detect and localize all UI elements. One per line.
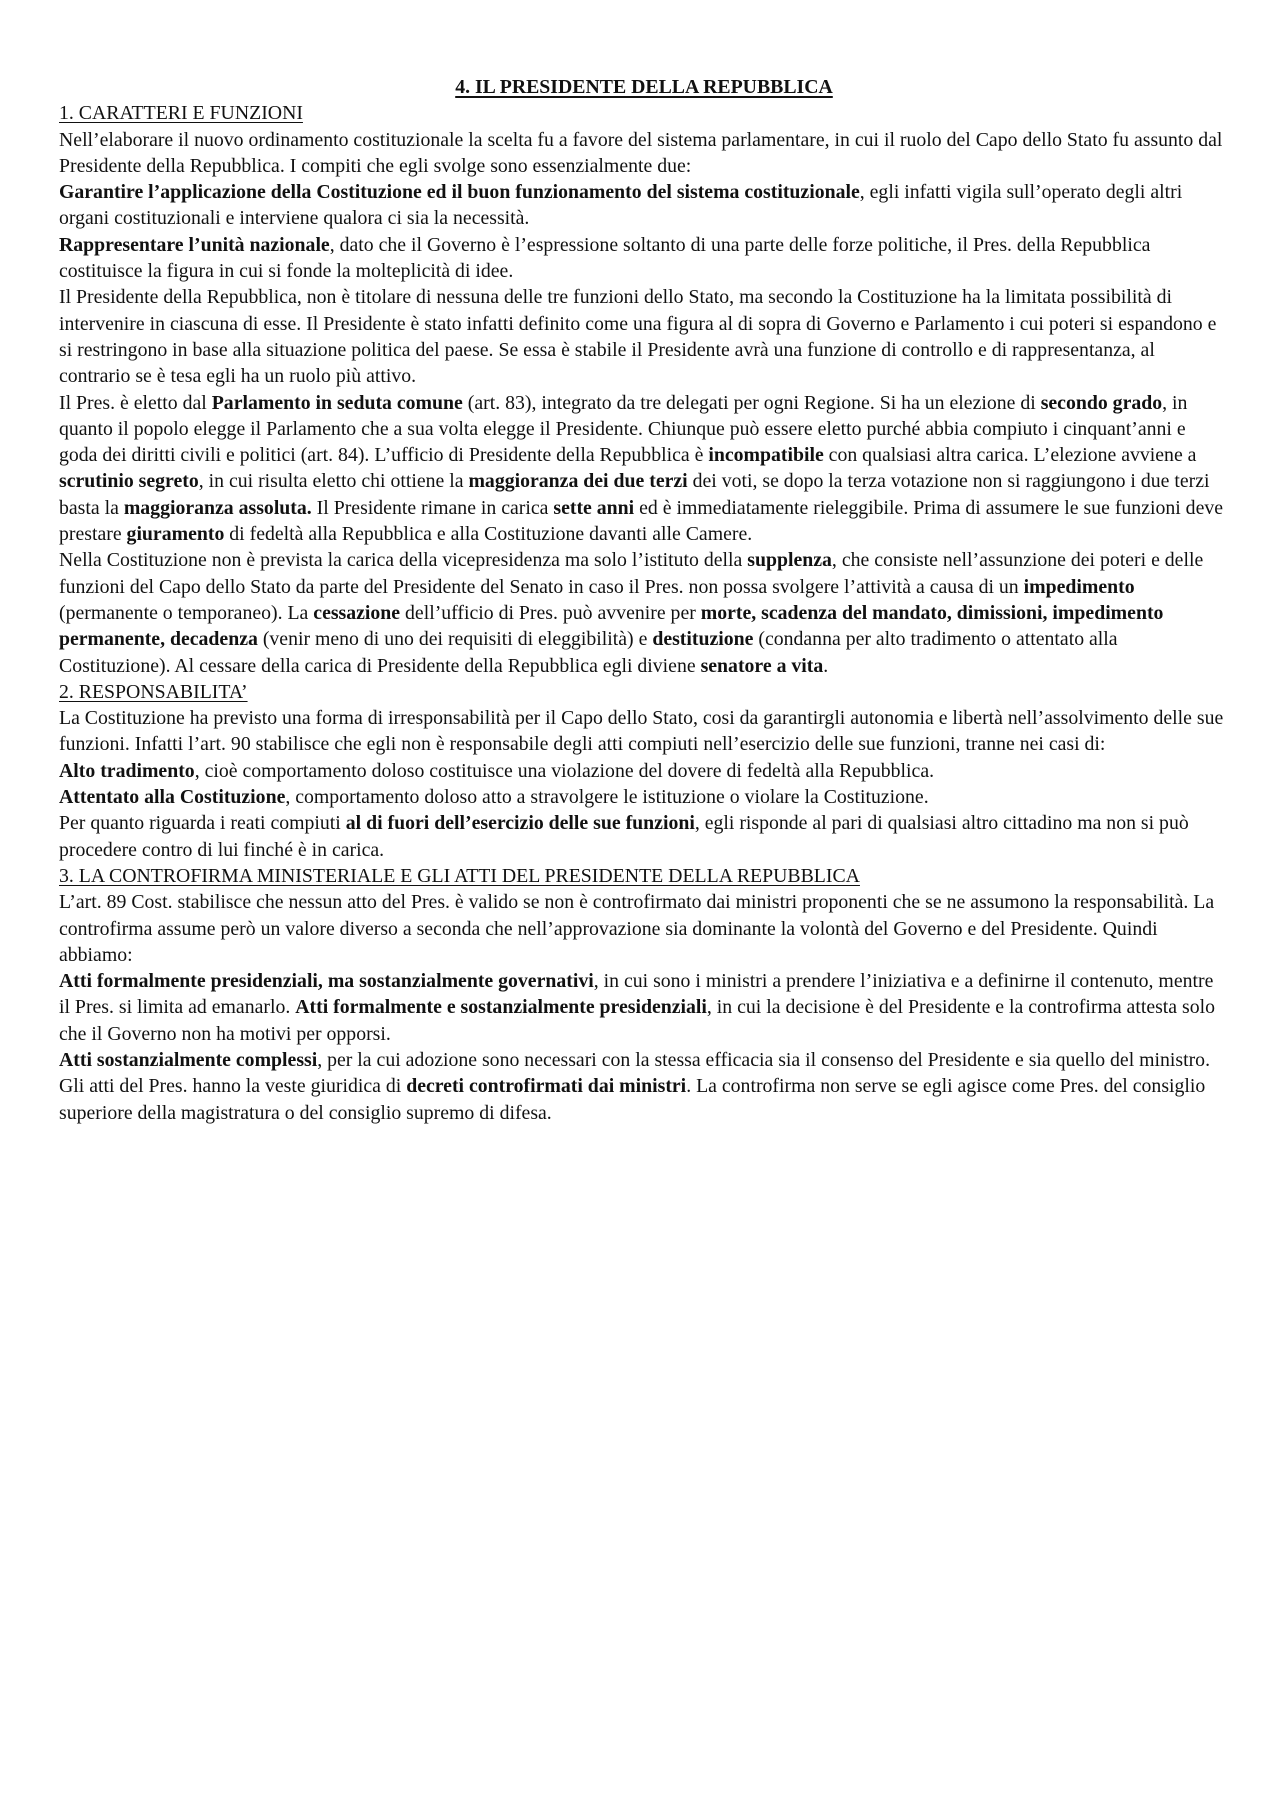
bold-text-run: giuramento — [126, 523, 225, 546]
text-run: La Costituzione ha previsto una forma di irresponsabilità per il Capo dello Stato, cosi da garantirgli autonomia e libertà nell’assolvimento delle sue funzioni. Infatti l’art. 90 stabilisce che egli non è responsabile degli atti compiuti nell’esercizio delle sue funzioni, tranne nei casi di: — [59, 707, 1224, 756]
bold-text-run: supplenza — [747, 549, 832, 572]
text-run: , in quanto il popolo elegge il Parlamento che a sua volta elegge il Presidente. Chiunque può essere eletto purché abbia compiuto i cinquant’anni e goda dei diritti civili e politici (art. 84). L’ufficio di Presidente della Repubblica è — [59, 391, 1188, 467]
bold-text-run: maggioranza dei due terzi — [468, 470, 688, 493]
text-run: , dato che il Governo è l’espressione soltanto di una parte delle forze politiche, il Pres. della Repubblica costituisce la figura in cui si fonde la molteplicità di idee. — [59, 233, 1151, 283]
bold-text-run: decreti controfirmati dai ministri — [406, 1075, 687, 1098]
section — [59, 863, 1229, 1126]
document-title-text: 4. IL PRESIDENTE DELLA REPUBBLICA — [455, 76, 833, 98]
text-run: Il Presidente rimane in carica — [311, 496, 554, 519]
paragraph — [59, 547, 1229, 678]
bold-text-run: destituzione — [652, 628, 754, 651]
text-run: L’art. 89 Cost. stabilisce che nessun atto del Pres. è valido se non è controfirmato dai ministri proponenti che se ne assumono la responsabilità. La controfirma assume però un valore diverso a seconda che nell’approvazione sia dominante la volontà del Governo e del Presidente. Quindi abbiamo: — [59, 891, 1215, 966]
text-run: dei voti, se dopo la terza votazione non si raggiungono i due terzi basta la — [59, 470, 1210, 519]
paragraph — [59, 968, 1229, 1047]
paragraph — [59, 390, 1229, 548]
text-run: . La controfirma non serve se egli agisce come Pres. del consiglio superiore della magistratura o del consiglio supremo di difesa. — [59, 1075, 1206, 1124]
section-heading — [59, 863, 1229, 889]
bold-text-run: Rappresentare l’unità nazionale — [59, 233, 330, 256]
paragraph — [59, 127, 1229, 180]
bold-text-run: Alto tradimento — [59, 759, 195, 782]
bold-text-run: incompatibile — [708, 444, 824, 467]
text-run: Nell’elaborare il nuovo ordinamento costituzionale la scelta fu a favore del sistema parlamentare, in cui il ruolo del Capo dello Stato fu assunto dal Presidente della Repubblica. I compiti che egli svolge sono essenzialmente due: — [59, 128, 1223, 177]
section-heading — [59, 679, 1229, 705]
text-run: dell’ufficio di Pres. può avvenire per — [400, 601, 701, 624]
section-heading-text: 1. CARATTERI E FUNZIONI — [59, 102, 303, 125]
text-run: Nella Costituzione non è prevista la carica della vicepresidenza ma solo l’istituto della — [59, 549, 748, 572]
text-run: , egli risponde al pari di qualsiasi altro cittadino ma non si può procedere contro di lui finché è in carica. — [59, 812, 1189, 861]
text-run: , egli infatti vigila sull’operato degli altri organi costituzionali e interviene qualora ci sia la necessità. — [59, 181, 1183, 230]
text-run: . — [823, 654, 829, 677]
bold-text-run: cessazione — [313, 601, 401, 624]
section — [59, 679, 1229, 863]
text-run: , che consiste nell’assunzione dei poteri e delle funzioni del Capo dello Stato da parte del Presidente del Senato in caso il Pres. non possa svolgere l’attività a causa di un — [59, 549, 1204, 598]
paragraph — [59, 284, 1229, 389]
bold-text-run: impedimento — [1023, 575, 1135, 598]
text-run: , in cui sono i ministri a prendere l’iniziativa e a definirne il contenuto, mentre il Pres. si limita ad emanarlo. — [59, 970, 1214, 1019]
section — [59, 100, 1229, 679]
text-run: Per quanto riguarda i reati compiuti — [59, 812, 346, 835]
bold-text-run: senatore a vita — [700, 654, 824, 677]
text-run: , cioè comportamento doloso costituisce una violazione del dovere di fedeltà alla Repubblica. — [194, 759, 935, 782]
text-run: Il Pres. è eletto dal — [59, 391, 212, 414]
text-run: (permanente o temporaneo). La — [59, 601, 314, 624]
bold-text-run: sette anni — [553, 496, 635, 519]
text-run: , per la cui adozione sono necessari con la stessa efficacia sia il consenso del Presidente e sia quello del ministro. Gli atti del Pres. hanno la veste giuridica di — [59, 1048, 1211, 1098]
paragraph — [59, 179, 1229, 232]
document-body — [59, 100, 1229, 1126]
section-heading-text: 2. RESPONSABILITA’ — [59, 680, 248, 703]
bold-text-run: secondo grado — [1040, 391, 1163, 414]
paragraph — [59, 758, 1229, 784]
text-run: con qualsiasi altra carica. L’elezione avviene a — [823, 444, 1197, 467]
bold-text-run: maggioranza assoluta. — [123, 496, 312, 519]
bold-text-run: Parlamento in seduta comune — [211, 391, 463, 414]
text-run: (art. 83), integrato da tre delegati per ogni Regione. Si ha un elezione di — [462, 391, 1041, 414]
bold-text-run: Attentato alla Costituzione — [59, 786, 286, 809]
bold-text-run: scrutinio segreto — [59, 470, 199, 493]
paragraph — [59, 705, 1229, 758]
text-run: (condanna per alto tradimento o attentato alla Costituzione). Al cessare della carica di Presidente della Repubblica egli diviene — [59, 628, 1118, 677]
paragraph — [59, 1047, 1229, 1126]
text-run: Il Presidente della Repubblica, non è titolare di nessuna delle tre funzioni dello Stato, ma secondo la Costituzione ha la limitata possibilità di intervenire in ciascuna di esse. Il Presidente è stato infatti definito come una figura al di sopra di Governo e Parlamento i cui poteri si espandono e si restringono in base alla situazione politica del paese. Se essa è stabile il Presidente avrà una funzione di controllo e di rappresentanza, al contrario se è tesa egli ha un ruolo più attivo. — [59, 286, 1217, 388]
bold-text-run: Atti sostanzialmente complessi — [59, 1048, 318, 1071]
text-run: ed è immediatamente rieleggibile. Prima di assumere le sue funzioni deve prestare — [59, 496, 1224, 546]
bold-text-run: Atti formalmente e sostanzialmente presidenziali — [295, 996, 707, 1019]
paragraph — [59, 232, 1229, 285]
text-run: , comportamento doloso atto a stravolgere le istituzione o violare la Costituzione. — [285, 786, 929, 809]
bold-text-run: morte, scadenza del mandato, dimissioni, impedimento permanente, decadenza — [59, 601, 1164, 651]
document-title — [59, 74, 1229, 100]
section-heading-text: 3. LA CONTROFIRMA MINISTERIALE E GLI ATTI DEL PRESIDENTE DELLA REPUBBLICA — [59, 864, 860, 887]
paragraph — [59, 784, 1229, 810]
bold-text-run: al di fuori dell’esercizio delle sue funzioni — [345, 812, 695, 835]
text-run: di fedeltà alla Repubblica e alla Costituzione davanti alle Camere. — [224, 523, 753, 546]
bold-text-run: Garantire l’applicazione della Costituzione ed il buon funzionamento del sistema costituzionale — [59, 181, 860, 204]
document-page — [59, 74, 1229, 1126]
paragraph — [59, 810, 1229, 863]
paragraph — [59, 889, 1229, 968]
text-run: (venir meno di uno dei requisiti di eleggibilità) e — [257, 628, 653, 651]
section-heading — [59, 100, 1229, 126]
text-run: , in cui la decisione è del Presidente e la controfirma attesta solo che il Governo non ha motivi per opporsi. — [59, 996, 1215, 1045]
text-run: , in cui risulta eletto chi ottiene la — [198, 470, 469, 493]
bold-text-run: Atti formalmente presidenziali, ma sostanzialmente governativi — [59, 970, 594, 993]
